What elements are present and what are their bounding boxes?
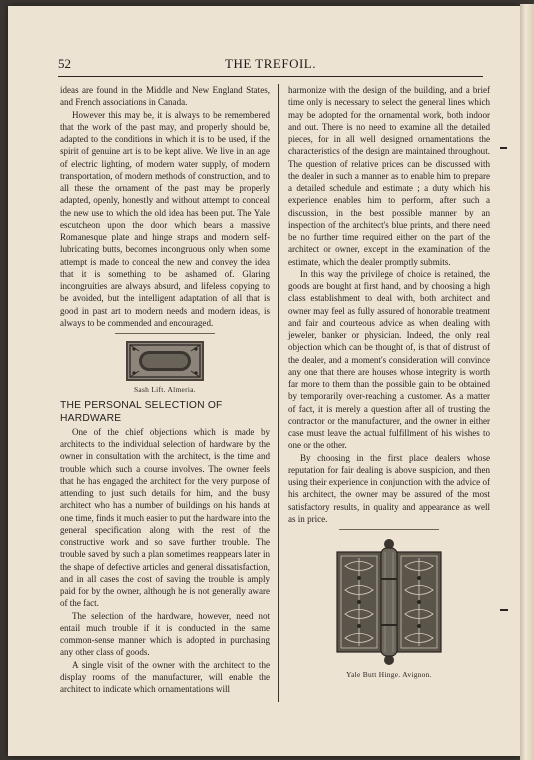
figure-caption: Sash Lift. Almeria. [134, 385, 196, 394]
paragraph: One of the chief objections which is made by architects to the individual selection of hardware by the owner in consultation with the architect, is the time and trouble which such a course involves. The owner feels that he has engaged the architect for the very purpose of attending to just such details for him, and the busy architect who has a number of buildings on his hands at one time, finds it much easier to put the hardware into the general specification along with the rest of the constructive work and so save further trouble. The trouble saved by such a plan sometimes reappears later in the shape of defective articles and general dissatisfaction, and in all cases the cost of saving the trouble is amply paid for by the owner, although he is not generally aware of the fact. [60, 426, 270, 609]
butt-hinge-illustration [333, 538, 445, 666]
divider [339, 529, 439, 530]
document-page [8, 6, 520, 756]
paragraph: A single visit of the owner with the architect to the display rooms of the manufacturer, will enable the architect to indicate which ornamentations will [60, 659, 270, 694]
left-column [60, 84, 270, 695]
running-title: THE TREFOIL. [225, 56, 316, 71]
paragraph: The selection of the hardware, however, need not entail much trouble if it is conducted in the same common-sense manner which is adopted in purchasing any other class of goods. [60, 610, 270, 658]
paragraph: harmonize with the design of the building, and a brief time only is necessary to select the general lines which may be adopted for the ornamental work, both indoor and out. There is no need to examine all the detailed pieces, for in all well designed ornamentations the characteristics of the design are maintained throughout. The question of relative prices can be discussed with the dealer in such a manner as to enable him to prepare a detailed schedule and estimate ; a duty which his experience enables him to perform, after such a discussion, in the best possible manner by an inspection of the architect's blue prints, and there need be no further time required either on the part of the architect or owner, except in the examination of the estimate, which the dealer promptly submits. [288, 85, 490, 267]
figure-caption: Yale Butt Hinge. Avignon. [346, 670, 432, 679]
page-number: 52 [58, 56, 71, 71]
section-heading: THE PERSONAL SELECTION OF HARDWARE [60, 400, 223, 424]
divider [115, 333, 215, 334]
page-edge [520, 4, 534, 760]
paragraph: By choosing in the first place dealers whose reputation for fair dealing is above suspicion, and then using their experience in conjunction with the advice of his architect, the owner may be assured of the most satisfactory results, in quality and appearance as well as in price. [288, 452, 490, 524]
right-column [288, 84, 490, 685]
page-header [58, 56, 483, 77]
paragraph: However this may be, it is always to be remembered that the work of the past may, and properly should be, adapted to the conditions in which it is to be used, if the spirit of genuine art is to be kept alive. We live in an age of electric lighting, of modern water supply, of modern transportation, of modern methods of construction, and to all these the ornament of the past may be properly adapted, openly, honestly and without attempt to conceal the new use to which the old idea has been put. The Yale escutcheon upon the door which bears a massive Romanesque plate and hinge straps and modern self-lubricating butts, becomes incongruous only when some attempt is made to conceal the new and convey the idea that it is something to be ashamed of. Glaring incongruities are always absurd, and lifeless copying to be avoided, but the intelligent adaptation of all that is good in past art to modern needs and modern ideas, is always to be commended and encouraged. [60, 109, 270, 328]
paragraph: ideas are found in the Middle and New England States, and French associations in Canada. [60, 85, 270, 108]
sash-lift-illustration [125, 340, 205, 382]
margin-mark [500, 147, 507, 149]
margin-mark [500, 609, 508, 611]
column-divider [278, 84, 279, 702]
paragraph: In this way the privilege of choice is retained, the goods are bought at first hand, and by choosing a high class establishment to deal with, both architect and owner may feel as fully assured of honorable treatment and fair and courteous advice as when dealing with jeweler, banker or physician. Indeed, the only real objection which can be thought of, is that of distrust of the dealer, and a moment's consideration will convince any one that there are houses whose integrity is worth far more to them than the possible gain to be obtained by temporarily over-reaching a customer. As a matter of fact, it is merely a question after all of trusting the contractor or the manufacturer, and the owner in either case must leave the actual fulfillment of his wishes to one or the other. [288, 268, 490, 451]
